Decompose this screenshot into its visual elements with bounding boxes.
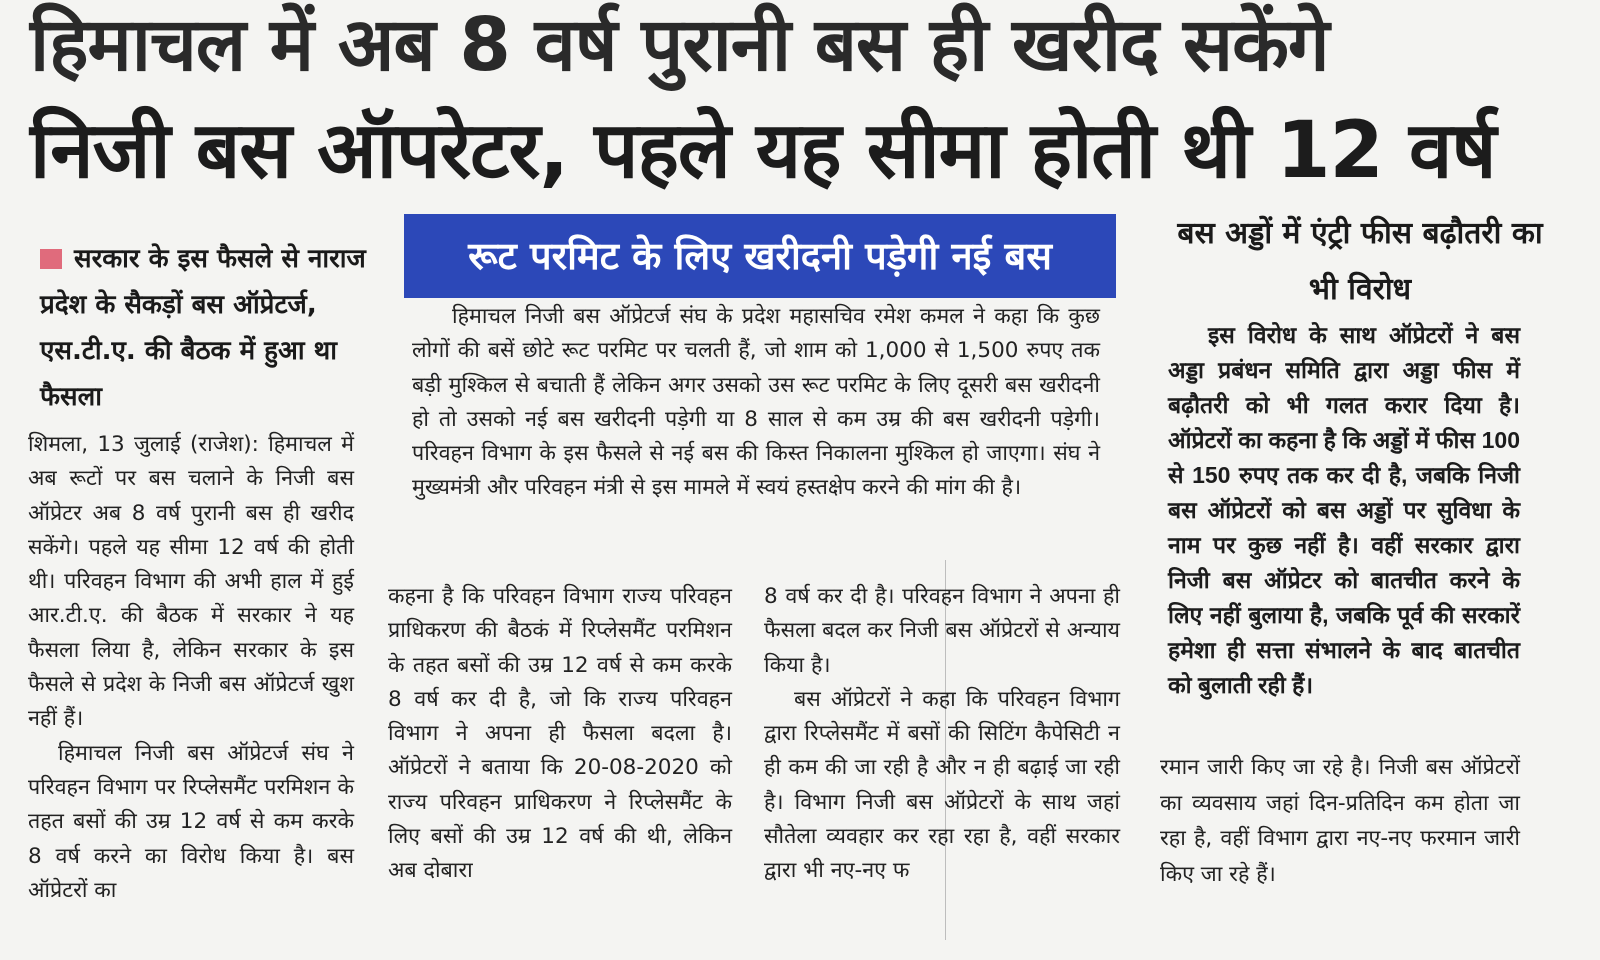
side-paragraph: इस विरोध के साथ ऑप्रेटरों ने बस अड्डा प्रबंधन समिति द्वारा अड्डा फीस में बढ़ौतरी को भी गलत करार दिया है। ऑप्रेटरों का कहना है कि अड्डों में फीस 100 से 150 रुपए तक कर दी है, जबकि निजी बस ऑप्रेटरों को बस अड्डों पर सुविधा के नाम पर कुछ नहीं है। वहीं सरकार द्वारा निजी बस ऑप्रेटर को बातचीत करने के लिए नहीं बुलाया है, जबकि पूर्व की सरकारें हमेशा ही सत्ता संभालने के बाद बातचीत को बुलाती रही हैं।: [1168, 322, 1520, 698]
side-body: [1168, 318, 1520, 703]
col1-paragraph-1: शिमला, 13 जुलाई (राजेश): हिमाचल में अब रूटों पर बस चलाने के निजी बस ऑप्रेटर अब 8 वर्ष पुरानी बस ही खरीद सकेंगे। पहले यह सीमा 12 वर्ष की होती थी। परिवहन विभाग की अभी हाल में हुई आर.टी.ए. की बैठक में सरकार ने यह फैसला लिया है, लेकिन सरकार के इस फैसले से प्रदेश के निजी बस ऑप्रेटर्ज खुश नहीं हैं।: [28, 432, 354, 732]
subheadline-banner: रूट परमिट के लिए खरीदनी पड़ेगी नई बस: [404, 214, 1116, 298]
col2-paragraph-1: कहना है कि परिवहन विभाग राज्य परिवहन प्राधिकरण की बैठकं में रिप्लेसमैंट परमिशन के तहत बसों की उम्र 12 वर्ष से कम करके 8 वर्ष कर दी है, जो कि राज्य परिवहन विभाग ने अपना ही फैसला बदला है। ऑप्रेटरों ने बताया कि 20-08-2020 को राज्य परिवहन प्राधिकरण ने रिप्लेसमैंट के लिए बसों की उम्र 12 वर्ष की थी, लेकिन अब दोबारा: [388, 584, 732, 884]
article-column-3: [764, 580, 1120, 889]
headline-line-2: निजी बस ऑपरेटर, पहले यह सीमा होती थी 12 वर्ष: [30, 106, 1496, 196]
summary-text: सरकार के इस फैसले से नाराज प्रदेश के सैकड़ों बस ऑप्रेटर्ज, एस.टी.ए. की बैठक में हुआ था फैसला: [40, 244, 366, 412]
article-column-2: [388, 580, 732, 889]
center-paragraph: हिमाचल निजी बस ऑप्रेटर्ज संघ के प्रदेश महासचिव रमेश कमल ने कहा कि कुछ लोगों की बसें छोटे रूट परमिट पर चलती हैं, जो शाम को 1,000 से 1,500 रुपए तक बड़ी मुश्किल से बचाती हैं लेकिन अगर उसको उस रूट परमिट के लिए दूसरी बस खरीदनी हो तो उसको नई बस खरीदनी पड़ेगी या 8 साल से कम उम्र की बस खरीदनी पड़ेगी। परिवहन विभाग के इस फैसले से नई बस की किस्त निकालना मुश्किल हो जाएगा। संघ ने मुख्यमंत्री और परिवहन मंत्री से इस मामले में स्वयं हस्तक्षेप करने की मांग की है।: [412, 304, 1100, 501]
headline-line-1: हिमाचल में अब 8 वर्ष पुरानी बस ही खरीद सकेंगे: [30, 2, 1329, 88]
col1-paragraph-2: हिमाचल निजी बस ऑप्रेटर्ज संघ ने परिवहन विभाग पर रिप्लेसमैंट परमिशन के तहत बसों की उम्र 12 वर्ष से कम करके 8 वर्ष करने का विरोध किया है। बस ऑप्रेटरों का: [28, 740, 354, 903]
center-lead-block: [412, 300, 1100, 506]
side-title: बस अड्डों में एंट्री फीस बढ़ौतरी का भी विरोध: [1177, 216, 1543, 307]
article-column-1: [28, 428, 354, 908]
summary-box: [40, 236, 370, 420]
side-continuation: [1160, 750, 1520, 892]
side-continuation-paragraph: रमान जारी किए जा रहे है। निजी बस ऑप्रेटरों का व्यवसाय जहां दिन-प्रतिदिन कम होता जा रहा है, वहीं विभाग द्वारा नए-नए फरमान जारी किए जा रहे हैं।: [1160, 755, 1520, 887]
col3-paragraph-1: 8 वर्ष कर दी है। परिवहन विभाग ने अपना ही फैसला बदल कर निजी बस ऑप्रेटरों से अन्याय किया है।: [764, 584, 1120, 678]
bullet-square-icon: [40, 249, 62, 269]
col3-paragraph-2: बस ऑप्रेटरों ने कहा कि परिवहन विभाग द्वारा रिप्लेसमैंट में बसों की सिटिंग कैपेसिटी न ही कम की जा रही है और न ही बढ़ाई जा रही है। विभाग निजी बस ऑप्रेटरों के साथ जहां सौतेला व्यवहार कर रहा रहा है, वहीं सरकार द्वारा भी नए-नए फ: [764, 686, 1120, 884]
